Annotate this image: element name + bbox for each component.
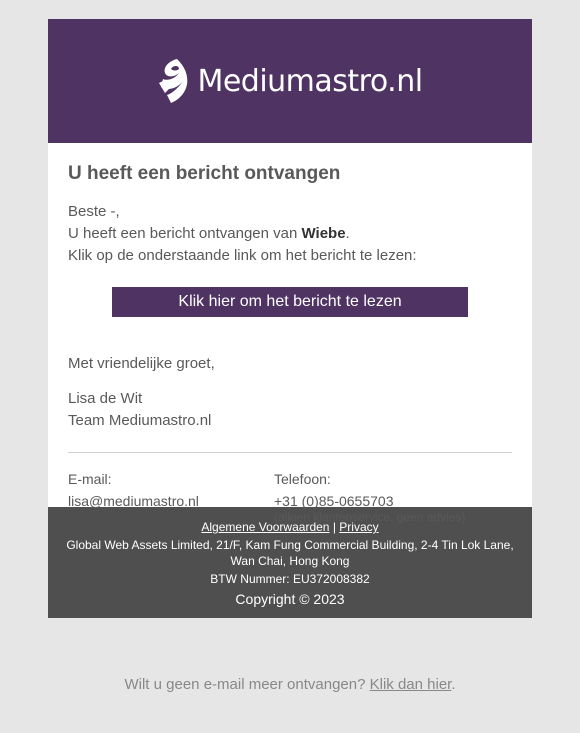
email-container xyxy=(48,19,532,618)
privacy-link[interactable]: Privacy xyxy=(339,520,379,534)
email-contact xyxy=(68,471,274,524)
terms-link[interactable]: Algemene Voorwaarden xyxy=(201,520,330,534)
instruction-line: Klik op de onderstaande link om het bericht te lezen: xyxy=(68,247,417,264)
signature-team: Team Mediumastro.nl xyxy=(68,412,212,429)
signature-name: Lisa de Wit xyxy=(68,390,143,407)
unsubscribe-prompt: Wilt u geen e-mail meer ontvangen? xyxy=(124,676,370,693)
phone-note: (alleen klantenservice, geen advies) xyxy=(274,510,466,524)
unsubscribe-text xyxy=(0,676,580,693)
email-header xyxy=(48,19,532,143)
logo[interactable] xyxy=(157,57,422,105)
vat-number: BTW Nummer: EU372008382 xyxy=(210,572,370,586)
mediumastro-logo-icon xyxy=(157,57,191,105)
link-separator: | xyxy=(332,520,336,534)
unsubscribe-link[interactable]: Klik dan hier xyxy=(369,676,452,693)
read-message-button[interactable]: Klik hier om het bericht te lezen xyxy=(112,287,468,317)
greeting-line: Beste -, xyxy=(68,203,120,220)
email-label: E-mail: xyxy=(68,471,112,487)
closing-text: Met vriendelijke groet, xyxy=(68,355,215,372)
phone-contact xyxy=(274,471,465,524)
email-value[interactable]: lisa@mediumastro.nl xyxy=(68,493,199,509)
message-title: U heeft een bericht ontvangen xyxy=(68,163,341,184)
message-text xyxy=(68,201,512,267)
divider xyxy=(68,452,512,453)
copyright: Copyright © 2023 xyxy=(235,591,345,607)
logo-text: Mediumastro.nl xyxy=(197,63,423,99)
phone-value[interactable]: +31 (0)85-0655703 xyxy=(274,493,394,509)
unsubscribe-suffix: . xyxy=(451,676,456,693)
company-address: Global Web Assets Limited, 21/F, Kam Fung Commercial Building, 2-4 Tin Lok Lane, Wan Chai, Hong Kong xyxy=(66,538,514,568)
cta-wrapper xyxy=(68,287,512,317)
sender-name: Wiebe xyxy=(301,225,346,242)
message-suffix: . xyxy=(345,225,350,242)
signature xyxy=(68,388,512,432)
email-body xyxy=(48,143,532,524)
message-prefix: U heeft een bericht ontvangen van xyxy=(68,225,302,242)
message-line xyxy=(68,223,512,245)
contact-info xyxy=(68,471,512,524)
phone-label: Telefoon: xyxy=(274,471,331,487)
